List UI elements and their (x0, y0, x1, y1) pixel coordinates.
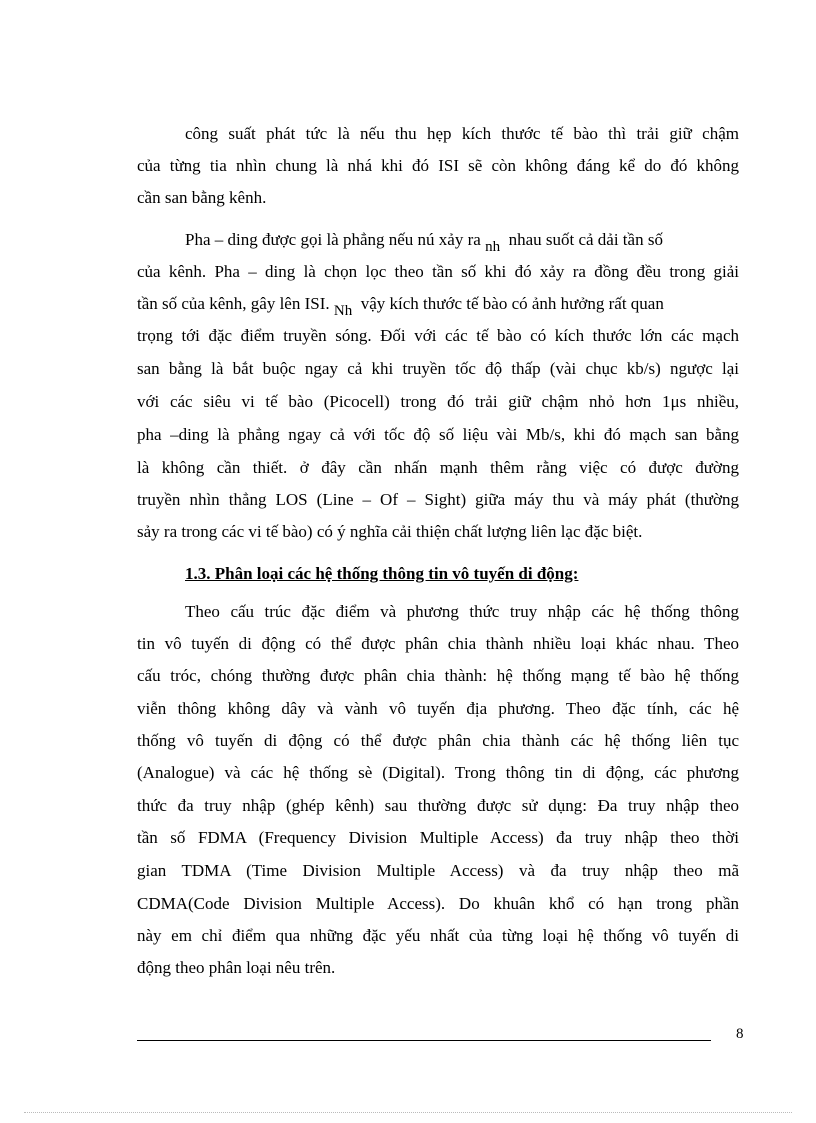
paragraph-1-line-2: của từng tia nhìn chung là nhá khi đó ISI sẽ còn không đáng kể do đó không (137, 156, 739, 175)
paragraph-3-line-8: tần số FDMA (Frequency Division Multiple Access) đa truy nhập theo thời (137, 828, 739, 847)
paragraph-2-line-7: pha –ding là phẳng ngay cả với tốc độ số liệu vài Mb/s, khi đó mạch san bằng (137, 425, 739, 444)
paragraph-2-line-3-text-a: tần số của kênh, gây lên ISI. (137, 294, 330, 313)
paragraph-3-line-10: CDMA(Code Division Multiple Access). Do khuân khổ có hạn trong phần (137, 894, 739, 913)
paragraph-2-line-3 (137, 293, 664, 319)
paragraph-3-line-2: tin vô tuyến di động có thể được phân chia thành nhiều loại khác nhau. Theo (137, 634, 739, 653)
paragraph-2-line-4: trọng tới đặc điểm truyền sóng. Đối với các tế bào có kích thước lớn các mạch (137, 326, 739, 345)
page-bottom-border (24, 1112, 792, 1113)
paragraph-2-line-1-subscript: nh (485, 239, 501, 255)
paragraph-2-line-6: với các siêu vi tế bào (Picocell) trong đó trải giữ chậm nhỏ hơn 1μs nhiều, (137, 392, 739, 411)
paragraph-2-line-1 (185, 229, 663, 255)
paragraph-3-line-7: thức đa truy nhập (ghép kênh) sau thường được sử dụng: Đa truy nhập theo (137, 796, 739, 815)
paragraph-2-line-1-text-b: nhau suốt cả dải tần số (508, 230, 663, 249)
paragraph-3-line-3: cấu tróc, chóng thường được phân chia thành: hệ thống mạng tế bào hệ thống (137, 666, 739, 685)
paragraph-1-line-1: công suất phát tức là nếu thu hẹp kích thước tế bào thì trải giữ chậm (185, 124, 739, 143)
paragraph-3-line-1: Theo cấu trúc đặc điểm và phương thức truy nhập các hệ thống thông (185, 602, 739, 621)
page-number: 8 (736, 1026, 744, 1042)
paragraph-3-line-9: gian TDMA (Time Division Multiple Access) và đa truy nhập theo mã (137, 861, 739, 880)
paragraph-1-line-3: cần san bằng kênh. (137, 188, 267, 207)
paragraph-2-line-1-text-a: Pha – ding được gọi là phẳng nếu nú xảy ra (185, 230, 481, 249)
paragraph-2-line-10: sảy ra trong các vi tế bào) có ý nghĩa cải thiện chất lượng liên lạc đặc biệt. (137, 522, 643, 541)
section-heading: 1.3. Phân loại các hệ thống thông tin vô tuyến di động: (185, 564, 579, 583)
paragraph-3-line-4: viễn thông không dây và vành vô tuyến địa phương. Theo đặc tính, các hệ (137, 699, 739, 718)
paragraph-2-line-8: là không cần thiết. ở đây cần nhấn mạnh thêm rằng việc có được đường (137, 458, 739, 477)
paragraph-3-line-5: thống vô tuyến di động có thể được phân chia thành các hệ thống liên tục (137, 731, 739, 750)
footer-rule (137, 1040, 711, 1041)
paragraph-3-line-11: này em chỉ điểm qua những đặc yếu nhất của từng loại hệ thống vô tuyến di (137, 926, 739, 945)
paragraph-2-line-3-subscript: Nh (333, 303, 353, 319)
paragraph-2-line-9: truyền nhìn thẳng LOS (Line – Of – Sight) giữa máy thu và máy phát (thường (137, 490, 739, 509)
paragraph-2-line-2: của kênh. Pha – ding là chọn lọc theo tần số khi đó xảy ra đồng đều trong giải (137, 262, 739, 281)
paragraph-2-line-5: san bằng là bắt buộc ngay cả khi truyền tốc độ thấp (vài chục kb/s) ngược lại (137, 359, 739, 378)
paragraph-2-line-3-text-b: vậy kích thước tế bào có ảnh hưởng rất quan (360, 294, 664, 313)
paragraph-3-line-6: (Analogue) và các hệ thống sè (Digital). Trong thông tin di động, các phương (137, 763, 739, 782)
paragraph-3-line-12: động theo phân loại nêu trên. (137, 958, 336, 977)
